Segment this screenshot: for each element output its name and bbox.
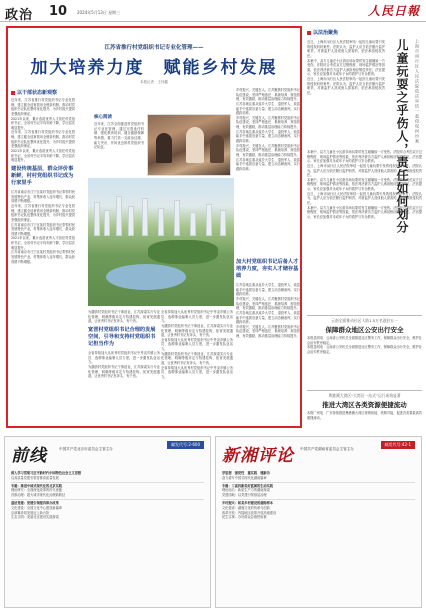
body-text: 江苏各地注重从返乡大学生、退役军人、致富能手中选拔后备力量，建立动态储备库，实行跟踪培养。 bbox=[236, 283, 300, 297]
news-headline: 保障群众地区公安出行安全 bbox=[325, 326, 404, 334]
page-header bbox=[0, 0, 426, 22]
divider bbox=[11, 482, 204, 483]
building-shape bbox=[220, 210, 226, 236]
contents-line: 京津冀协同发展迈上新台阶 bbox=[11, 510, 50, 515]
news-item[interactable] bbox=[307, 388, 422, 420]
magazine-contents bbox=[222, 471, 415, 603]
contents-line: 文化强省：湖湘文化的传承与创新 bbox=[222, 505, 270, 510]
contents-line: 首都治理：超大城市现代化治理新路径 bbox=[11, 493, 66, 498]
body-text: 2021年以来，累计选拔优秀人才担任村党组织书记，全省村书记平均年龄下降，学历层次明显提升。 bbox=[11, 236, 75, 250]
lake-area bbox=[106, 264, 186, 290]
park-area bbox=[148, 240, 218, 264]
news-body-upper bbox=[307, 40, 385, 96]
body-text: 为激励村党组织书记干事创业，江苏探索实行专业化管理，明确等级评定与待遇挂钩，拓宽发展通道，让优秀村书记有奔头、有干劲。 bbox=[161, 351, 233, 366]
body-text: 乡村振兴，关键在人。江苏聚焦村党组织书记队伍建设，坚持严格选任、系统培养、规范管理、有效激励，推动基层治理能力持续提升。 bbox=[236, 88, 300, 102]
contents-line: 生态文明：美丽北京建设实践探索 bbox=[11, 515, 59, 520]
contents-line: 文化建设：全国文化中心建设新篇章 bbox=[11, 505, 62, 510]
person-figure bbox=[156, 133, 172, 163]
contents-line: 专题：三高四新美好蓝图的生动实践 bbox=[222, 483, 273, 488]
article-left-column bbox=[11, 88, 75, 264]
body-text: 近日，上海市闵行区人民法院审结一起因儿童玩耍引发的侵权纠纷案件。法院认为，监护人应当依法履行监护职责，对被监护人造成他人损害的，依法承担侵权责任。 bbox=[307, 77, 385, 96]
body-text: 江苏各地注重从返乡大学生、退役军人、致富能手中选拔后备力量，建立动态储备库，实行跟踪培养。 bbox=[236, 129, 300, 144]
magazine-ad-xinxiang[interactable] bbox=[215, 436, 422, 608]
column-tag-text: 以法治聚焦 bbox=[313, 30, 339, 36]
contents-line: 理论研究：全面深化改革的时代意蕴 bbox=[11, 488, 62, 493]
body-text: 乡村振兴，关键在人。江苏聚焦村党组织书记队伍建设，坚持严格选任、系统培养、规范管理、有效激励，推动基层治理能力持续提升。 bbox=[236, 324, 300, 339]
body-text: 江苏各地注重从返乡大学生、退役军人、致富能手中选拔后备力量，建立动态储备库，实行跟踪培养。 bbox=[236, 101, 300, 116]
article-byline: 本报记者 王伟健 bbox=[140, 80, 168, 84]
section-heading: 加大村党组织书记后备人才培养力度，夯实人才储存基础 bbox=[236, 259, 299, 280]
body-text: 2021年以来，累计选拔优秀人才担任村党组织书记，全省村书记平均年龄下降，学历层次明显提升。 bbox=[11, 149, 75, 163]
body-text: 本案中，双方儿童在小区游乐场玩耍时发生碰撞致一方受伤。法院综合考虑双方过错程度、现场监护情况等因素，依法判决被告方监护人承担相应赔偿责任。法官提示，家长应加强对未成年子女的看护与安全教育。 bbox=[307, 205, 422, 219]
body-text: 近日，上海市闵行区人民法院审结一起因儿童玩耍引发的侵权纠纷案件。法院认为，监护人应当依法履行监护职责，对被监护人造成他人损害的，依法承担侵权责任。 bbox=[307, 191, 422, 206]
body-text: 全省持续加大从优秀村党组织书记中考录乡镇公务员、选聘事业编制人员力度，进一步激发队伍活力。 bbox=[161, 310, 233, 324]
divider bbox=[307, 390, 422, 391]
article-kicker: 江苏省推行村党组织书记专业化管理—— bbox=[104, 45, 204, 51]
building-shape bbox=[128, 206, 134, 236]
core-reading-box bbox=[94, 114, 144, 150]
magazine-logo: 新湘评论 bbox=[222, 446, 294, 466]
building-shape bbox=[142, 198, 148, 236]
contents-line: 奋力谱写中国式现代化湖南篇章 bbox=[222, 475, 267, 480]
divider bbox=[222, 482, 415, 483]
body-text: 江苏各地注重从返乡大学生、退役军人、致富能手中选拔后备力量，建立动态储备库，实行跟踪培养。 bbox=[236, 157, 300, 171]
contents-line: 党建园地：以党建引领基层治理 bbox=[222, 493, 267, 498]
article-mid-column-2 bbox=[161, 310, 233, 380]
body-text: 本报广州电 广东持续推进粤港澳大湾区规则衔接、机制对接，促进各类要素高效便捷流动。 bbox=[307, 411, 422, 420]
core-reading-text: 近年来，江苏全面推进村党组织书记专业化管理，通过完善选任机制、强化教育培训、健全激励保障等举措，着力打造一支政治过硬、能力突出、作风优良的村党组织书记队伍。 bbox=[94, 122, 144, 150]
body-text: 江苏省南京市江宁区某村党组织书记带领村民发展特色产业，村集体收入连年增长，群众获得感不断增强。 bbox=[11, 222, 75, 236]
body-text: 近日，上海市闵行区人民法院审结一起因儿童玩耍引发的侵权纠纷案件。法院认为，监护人应当依法履行监护职责，对被监护人造成他人损害的，依法承担侵权责任。 bbox=[307, 163, 422, 178]
person-figure bbox=[186, 127, 204, 163]
section-heading: 建设传统基层，群众评价事新鲜，村村党组织书记成为行家里手 bbox=[11, 165, 74, 186]
vertical-headline[interactable]: 儿童玩耍之乎伤人，责任如何划分 bbox=[395, 39, 409, 234]
body-text: 全省持续加大从优秀村党组织书记中考录乡镇公务员、选聘事业编制人员力度，进一步激发队伍活力。 bbox=[161, 337, 233, 352]
news-item[interactable] bbox=[307, 313, 422, 355]
body-text: 为激励村党组织书记干事创业，江苏探索实行专业化管理，明确等级评定与待遇挂钩，拓宽发展通道，让优秀村书记有奔头、有干劲。 bbox=[161, 323, 233, 338]
body-text: 乡村振兴，关键在人。江苏聚焦村党组织书记队伍建设，坚持严格选任、系统培养、规范管理、有效激励，推动基层治理能力持续提升。 bbox=[236, 143, 300, 157]
postal-code-badge: 邮发代号:42-1 bbox=[381, 441, 415, 449]
section-name: 政治 bbox=[5, 8, 34, 23]
vertical-subheadline: 上海市闵行区人民法院依法审结一起侵权纠纷案 bbox=[415, 39, 420, 144]
building-shape bbox=[190, 212, 196, 236]
magazine-ad-qianxian[interactable] bbox=[4, 436, 211, 608]
subhead-text: 以干部状态新观察 bbox=[17, 90, 58, 96]
news-body-lower bbox=[307, 150, 422, 220]
building-shape bbox=[94, 202, 100, 236]
building-shape bbox=[116, 196, 122, 236]
body-text: 全省持续加大从优秀村党组织书记中考录乡镇公务员、选聘事业编制人员力度，进一步激发队伍活力。 bbox=[88, 350, 160, 365]
contents-line: 民生实事：办好群众急难愁盼事 bbox=[222, 515, 267, 520]
body-text: 近年来，江苏省推行村党组织书记专业化管理，建立健全选育管用全链条机制，推动村党组织书记队伍整体优化提升，为乡村振兴提供坚强组织保证。 bbox=[11, 203, 75, 222]
magazine-publisher: 中国共产党湖南省委员会主管主办 bbox=[300, 447, 354, 451]
bullet-mark bbox=[307, 31, 311, 35]
body-text: 本报昆明电 云南省公安机关全面推进社区警务工作，保障群众出行安全，维护社会治安秩序稳定。 bbox=[307, 345, 422, 354]
article-headline: 加大培养力度 赋能乡村发展 bbox=[30, 58, 278, 78]
body-text: 近年来，江苏省推行村党组织书记专业化管理，建立健全选育管用全链条机制，推动村党组织书记队伍整体优化提升，为乡村振兴提供坚强组织保证。 bbox=[11, 98, 75, 116]
aerial-landscape-photo bbox=[88, 178, 234, 306]
bullet-mark bbox=[11, 91, 15, 95]
body-text: 为激励村党组织书记干事创业，江苏探索实行专业化管理，明确等级评定与待遇挂钩，拓宽发展通道，让优秀村书记有奔头、有干劲。 bbox=[88, 364, 160, 379]
building-shape bbox=[158, 208, 164, 236]
contents-line: 深入学习贯彻习近平新时代中国特色社会主义思想 bbox=[11, 471, 82, 475]
building-shape bbox=[174, 200, 180, 236]
column-tag bbox=[307, 29, 422, 36]
page-number: 10 bbox=[49, 4, 68, 19]
divider bbox=[11, 499, 204, 500]
body-text: 江苏省南京市江宁区某村党组织书记带领村民发展特色产业，村集体收入连年增长，群众获得感不断增强。 bbox=[11, 250, 75, 264]
article-mid-column bbox=[88, 310, 160, 379]
publish-date: 2024年5月13日 星期三 bbox=[77, 10, 121, 15]
column-subhead bbox=[11, 90, 75, 96]
body-text: 江苏各地注重从返乡大学生、退役军人、致富能手中选拔后备力量，建立动态储备库，实行跟踪培养。 bbox=[236, 310, 300, 325]
magazine-contents bbox=[11, 471, 204, 603]
body-text: 本报昆明电 云南省公安机关全面推进社区警务工作，保障群众出行安全，维护社会治安秩序稳定。 bbox=[307, 336, 422, 345]
contents-line: 基层党建：党建引领接诉即办改革 bbox=[11, 500, 59, 505]
body-text: 为激励村党组织书记干事创业，江苏探索实行专业化管理，明确等级评定与待遇挂钩，拓宽发展通道，让优秀村书记有奔头、有干劲。 bbox=[88, 310, 160, 324]
body-text: 本案中，双方儿童在小区游乐场玩耍时发生碰撞致一方受伤。法院综合考虑双方过错程度、现场监护情况等因素，依法判决被告方监护人承担相应赔偿责任。法官提示，家长应加强对未成年子女的看护与安全教育。 bbox=[307, 150, 422, 164]
divider bbox=[307, 315, 422, 316]
newspaper-masthead: 人民日報 bbox=[367, 4, 420, 18]
article-right-column bbox=[236, 88, 300, 172]
contents-line: 理论前沿：新质生产力的湖南探索 bbox=[222, 488, 270, 493]
building-shape bbox=[206, 204, 212, 236]
postal-code-badge: 邮发代号:2-600 bbox=[167, 441, 204, 449]
right-news-column bbox=[307, 26, 422, 428]
contents-line: 乡村振兴：和美乡村建设的湖南样本 bbox=[222, 500, 273, 505]
core-reading-heading: 核心阅读 bbox=[94, 115, 112, 120]
building-shape bbox=[104, 210, 110, 236]
village-meeting-photo bbox=[147, 114, 231, 176]
article-right-lower bbox=[236, 256, 300, 339]
body-text: 近日，上海市闵行区人民法院审结一起因儿童玩耍引发的侵权纠纷案件。法院认为，监护人应当依法履行监护职责，对被监护人造成他人损害的，依法承担侵权责任。 bbox=[307, 40, 385, 58]
contents-line: 改革开放：内陆地区改革开放高地建设 bbox=[222, 510, 277, 515]
feature-article[interactable] bbox=[6, 26, 302, 428]
body-text: 2021年以来，累计选拔优秀人才担任村党组织书记，全省村书记平均年龄下降，学历层次明显提升。 bbox=[11, 116, 75, 130]
body-text: 本案中，双方儿童在小区游乐场玩耍时发生碰撞致一方受伤。法院综合考虑双方过错程度、现场监护情况等因素，依法判决被告方监护人承担相应赔偿责任。法官提示，家长应加强对未成年子女的看护与安全教育。 bbox=[307, 177, 422, 192]
body-text: 近年来，江苏省推行村党组织书记专业化管理，建立健全选育管用全链条机制，推动村党组织书记队伍整体优化提升，为乡村振兴提供坚强组织保证。 bbox=[11, 130, 75, 149]
contents-line: 学思想 强党性 重实践 建新功 bbox=[222, 471, 270, 475]
body-text: 乡村振兴，关键在人。江苏聚焦村党组织书记队伍建设，坚持严格选任、系统培养、规范管理、有效激励，推动基层治理能力持续提升。 bbox=[236, 296, 300, 311]
news-headline: 推进大湾区各类资源便捷流动 bbox=[322, 401, 407, 409]
person-figure bbox=[210, 135, 224, 163]
body-text: 江苏省南京市江宁区某村党组织书记带领村民发展特色产业，村集体收入连年增长，群众获得感不断增强。 bbox=[11, 190, 75, 204]
body-text: 全省持续加大从优秀村党组织书记中考录乡镇公务员、选聘事业编制人员力度，进一步激发队伍活力。 bbox=[161, 365, 233, 379]
news-kicker: 云南全面推动社区人防1.5万名进驻五一 bbox=[331, 318, 398, 323]
section-heading: 宽晋村党组织书记合理的发展空间，引导和支持村党组织书记担当作为 bbox=[88, 326, 156, 347]
news-kicker: 粤港澳大湾区“大湾区一站式”运行成效显著 bbox=[328, 393, 401, 398]
divider bbox=[222, 499, 415, 500]
magazine-publisher: 中国共产党北京市委员会主管主办 bbox=[59, 447, 113, 451]
body-text: 本案中，双方儿童在小区游乐场玩耍时发生碰撞致一方受伤。法院综合考虑双方过错程度、现场监护情况等因素，依法判决被告方监护人承担相应赔偿责任。法官提示，家长应加强对未成年子女的看护与安全教育。 bbox=[307, 58, 385, 77]
body-text: 乡村振兴，关键在人。江苏聚焦村党组织书记队伍建设，坚持严格选任、系统培养、规范管理、有效激励，推动基层治理能力持续提升。 bbox=[236, 115, 300, 130]
contents-line: 以高质量党建引领首都高质量发展 bbox=[11, 475, 59, 480]
magazine-logo: 前线 bbox=[11, 446, 47, 466]
contents-line: 专题：推进中国式现代化的北京实践 bbox=[11, 483, 62, 488]
